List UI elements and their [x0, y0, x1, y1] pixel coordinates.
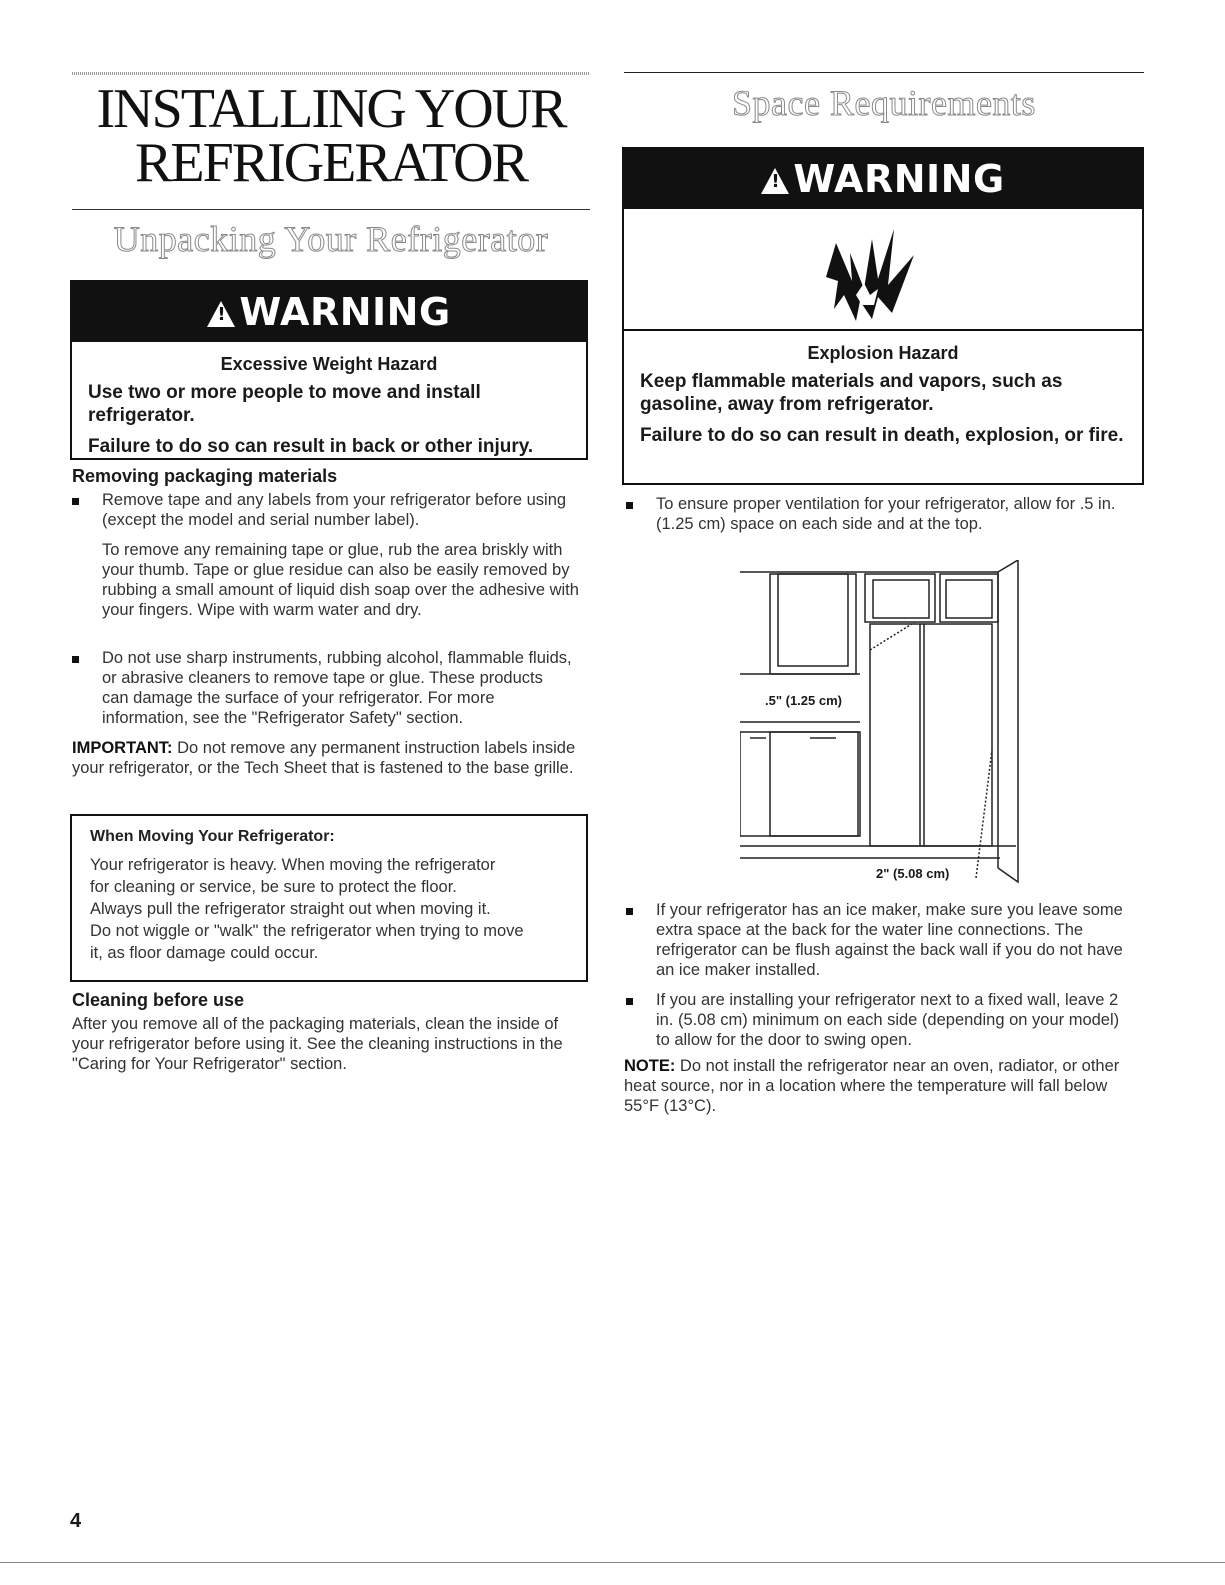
warning-banner: !WARNING: [624, 149, 1142, 209]
removing-paragraph: To remove any remaining tape or glue, rub the area briskly with your thumb. Tape or glue residue can also be easily removed by rubbing a small amount of liquid dish soap over the adhesive with your fingers. Wipe with warm water and dry.: [102, 541, 579, 619]
warning-box-weight: [70, 280, 588, 460]
heading-removing-packaging: Removing packaging materials: [72, 466, 338, 486]
bullet-icon: [626, 908, 633, 915]
title-rule: [72, 209, 590, 210]
page-number: 4: [70, 1510, 82, 1532]
warning-instruction: Keep flammable materials and vapors, such as gasoline, away from refrigerator.: [640, 371, 1063, 415]
bullet-icon: [626, 502, 633, 509]
moving-tips-line: Do not wiggle or "walk" the refrigerator when trying to move: [90, 922, 524, 940]
warning-instruction: Use two or more people to move and install refrigerator.: [88, 382, 481, 426]
moving-tips-box: [70, 814, 588, 982]
cleaning-text: After you remove all of the packaging materials, clean the inside of your refrigerator before using it. See the cleaning instructions in the "Caring for Your Refrigerator" section.: [72, 1015, 563, 1073]
moving-tips-line: Your refrigerator is heavy. When moving the refrigerator: [90, 856, 496, 874]
warning-box-explosion: [622, 147, 1144, 485]
warning-consequence: Failure to do so can result in death, explosion, or fire.: [640, 425, 1124, 446]
page-title: INSTALLING YOUR REFRIGERATOR: [96, 78, 566, 194]
removing-bullet-1: Remove tape and any labels from your refrigerator before using (except the model and serial number label).: [102, 491, 567, 529]
warning-triangle-icon: [761, 168, 789, 194]
top-rule-left: [72, 72, 590, 75]
moving-tips-line: it, as floor damage could occur.: [90, 944, 319, 962]
heading-cleaning: Cleaning before use: [72, 990, 245, 1010]
section-title-space: Space Requirements: [732, 83, 1036, 123]
bullet-icon: [626, 998, 633, 1005]
section-title-unpacking: Unpacking Your Refrigerator: [113, 219, 549, 259]
warning-triangle-icon: [207, 301, 235, 327]
clearance-diagram: [740, 560, 1040, 890]
bullet-icon: [72, 656, 79, 663]
space-bullet-3: If you are installing your refrigerator next to a fixed wall, leave 2 in. (5.08 cm) minimum on each side (depending on your model) to allow for the door to swing open.: [656, 991, 1120, 1049]
hazard-title: Excessive Weight Hazard: [220, 354, 438, 374]
warning-banner: !WARNING: [72, 282, 586, 342]
note: NOTE: Do not install the refrigerator near an oven, radiator, or other heat source, nor in a location where the temperature will fall below 55°F (13°C).: [624, 1057, 1120, 1115]
dimension-label-door: 2" (5.08 cm): [876, 866, 950, 881]
top-rule-right: [624, 72, 1144, 73]
moving-tips-line: for cleaning or service, be sure to protect the floor.: [90, 878, 457, 896]
explosion-area: [624, 149, 1142, 331]
warning-consequence: Failure to do so can result in back or other injury.: [88, 436, 534, 457]
moving-tips-title: When Moving Your Refrigerator:: [90, 828, 335, 845]
explosion-icon: [624, 209, 1138, 327]
bullet-icon: [72, 498, 79, 505]
removing-bullet-2: Do not use sharp instruments, rubbing alcohol, flammable fluids, or abrasive cleaners to remove tape or glue. These products can damage the surface of your refrigerator. For more information, see the "Refrigerator Safety" section.: [102, 649, 572, 727]
important-note: IMPORTANT: Do not remove any permanent instruction labels inside your refrigerator, or the Tech Sheet that is fastened to the base grille.: [72, 739, 576, 777]
hazard-title: Explosion Hazard: [807, 343, 959, 363]
bottom-rule: [0, 1562, 1225, 1563]
moving-tips-line: Always pull the refrigerator straight out when moving it.: [90, 900, 491, 918]
space-bullet-1: To ensure proper ventilation for your refrigerator, allow for .5 in. (1.25 cm) space on each side and at the top.: [656, 495, 1116, 533]
dimension-label-side: .5" (1.25 cm): [765, 693, 842, 708]
space-bullet-2: If your refrigerator has an ice maker, make sure you leave some extra space at the back for the water line connections. The refrigerator can be flush against the back wall if you do not have an ice maker installed.: [656, 901, 1123, 979]
